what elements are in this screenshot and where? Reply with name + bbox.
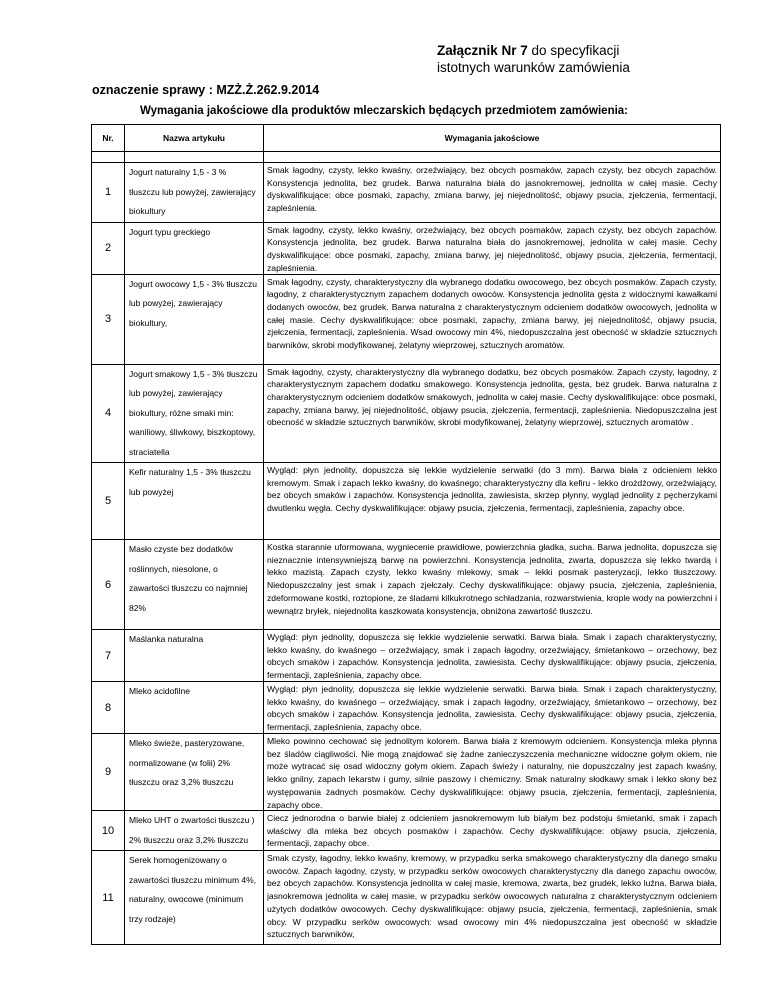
requirements-text: Mleko powinno cechować się jednolitym kolorem. Barwa biała z kremowym odcieniem. Konsystencja mleka płynna bez śladów ciągliwości. Nie mogą znajdować się żadne zanieczyszczenia mechaniczne widoczne gołym okiem, nie może wytracać się osad widoczny gołym okiem. Zapach świeży i naturalny, nie dopuszczalny jest zapach kwaśny, lekko gnilny, zapach lekarstw i gumy, silnie paszowy i chemiczny. Smak naturalny słodkawy smak i lekko słony bez występowania żadnych posmaków. Cechy dyskwalifikujące: objawy psucia, zjełczenia, fermentacji, zapleśnienia, zapachy obce.	[267, 736, 717, 810]
attachment-suffix: do specyfikacji	[527, 43, 620, 58]
quality-requirements	[264, 734, 721, 811]
article-name: Mleko acidofilne	[125, 682, 264, 734]
attachment-header	[437, 42, 630, 76]
spacer-cell	[125, 152, 264, 163]
document-subtitle: Wymagania jakościowe dla produktów mleczarskich będących przedmiotem zamówienia:	[139, 105, 629, 117]
row-number: 1	[92, 163, 125, 223]
requirements-text: Smak łagodny, czysty, lekko kwaśny, orzeźwiający, bez obcych posmaków, zapach czysty, bez obcych zapachów. Konsystencja jednolita, bez grudek. Barwa naturalna biała do jasnokremowej, jednolita w całej masie. Cechy dyskwalifikujące: obce posmaki, zapachy, zmiana barwy, jej niejednolitość, objawy psucia, zjełczenia, fermentacji, zapleśnienia.	[267, 165, 717, 214]
row-number: 10	[92, 811, 125, 851]
requirements-text: Smak łagodny, czysty, lekko kwaśny, orzeźwiający, bez obcych posmaków, zapach czysty, bez obcych zapachów. Konsystencja jednolita, bez grudek. Barwa naturalna biała do jasnokremowej, jednolita w całej masie. Cechy dyskwalifikujące: obce posmaki, zapachy, zmiana barwy, jej niejednolitość, objawy psucia, zjełczenia, fermentacji, zapleśnienia.	[267, 224, 717, 273]
requirements-text: Smak łagodny, czysty, charakterystyczny dla wybranego dodatku, bez obcych posmaków. Zapach czysty, łagodny, z charakterystycznym zapachem dodatku smakowego. Konsystencja jednolita, gęsta, bez grudek. Barwa naturalna z charakterystycznym odcieniem dodatków smakowych, jednolita w całej masie. Cechy dyskwalifikujące: obce posmaki, zapachy, zmiana barwy, jej niejednolitość, objawy psucia, zjełczenia, fermentacji, zapleśnienia. Niedopuszczalna jest obecność w składzie sztucznych barwników, skrobi modyfikowanej, żelatyny wieprzowej, sztucznych aromatów .	[267, 366, 717, 428]
requirements-table	[91, 124, 721, 945]
article-name: Jogurt smakowy 1,5 - 3% tłuszczu lub powyżej, zawierający biokultury, różne smaki min: waniliowy, śliwkowy, biszkoptowy, straciatella	[125, 364, 264, 463]
table-header-row	[92, 125, 721, 152]
header-nr: Nr.	[92, 125, 125, 152]
table-row	[92, 811, 721, 851]
article-name: Maślanka naturalna	[125, 630, 264, 682]
row-number: 7	[92, 630, 125, 682]
spacer-cell	[92, 152, 125, 163]
case-reference: oznaczenie sprawy : MZŻ.Ż.262.9.2014	[92, 83, 320, 97]
table-row	[92, 734, 721, 811]
quality-requirements	[264, 463, 721, 540]
table-row	[92, 274, 721, 364]
article-name: Serek homogenizowany o zawartości tłuszczu minimum 4%, naturalny, owocowe (minimum trzy rodzaje)	[125, 851, 264, 945]
attachment-line-2: istotnych warunków zamówienia	[437, 60, 630, 75]
attachment-line-1	[437, 42, 630, 59]
requirements-text: Wygląd: płyn jednolity, dopuszcza się lekkie wydzielenie serwatki (do 3 mm). Barwa biała z odcieniem lekko kremowym. Smak i zapach lekko kwaśny, do kwaśnego; charakterystyczny dla kefiru - lekko drożdżowy, orzeźwiający, bez obcych smaków i zapachów. Konsystencja jednolita, zawiesista, skrzep płynny, wygląd jednolity z pęcherzykami dwutlenku węgla. Cechy dyskwalifikujące: objawy psucia, zjełczenia, fermentacji, zapleśnienia, zapachy obce.	[267, 465, 717, 514]
spacer-cell	[264, 152, 721, 163]
quality-requirements	[264, 222, 721, 274]
quality-requirements	[264, 274, 721, 364]
row-number: 8	[92, 682, 125, 734]
requirements-text: Kostka starannie uformowana, wygniecenie prawidłowe, powierzchnia gładka, sucha. Barwa jednolita, dopuszcza się nieznacznie intensywniejszą barwę na powierzchni. Konsystencja jednolita, zwarta, dopuszcza się lekko twardą i lekko mazistą. Zapach czysty, lekko kwaśny mlekowy, smak – lekki posmak pasteryzacji, lekko tłuszczowy. Niedopuszczalny jest smak i zapach zjełczały. Cechy dyskwalifikujące: objawy psucia, zjełczenia, zapleśnienia, zdeformowane kostki, roztopione, ze śladami kilkukrotnego schładzania, rozwarstwienia, krople wody na powierzchni i wewnątrz bryłek, niejednolita kaszkowata konsystencja, obniżona zawartość tłuszczu.	[267, 542, 717, 616]
article-name: Mleko świeże, pasteryzowane, normalizowane (w folii) 2% tłuszczu oraz 3,2% tłuszczu	[125, 734, 264, 811]
table-row	[92, 630, 721, 682]
attachment-number: Załącznik Nr 7	[437, 43, 528, 58]
row-number: 5	[92, 463, 125, 540]
table-row	[92, 364, 721, 463]
quality-requirements	[264, 682, 721, 734]
table-row	[92, 222, 721, 274]
quality-requirements	[264, 630, 721, 682]
article-name: Jogurt owocowy 1,5 - 3% tłuszczu lub powyżej, zawierający biokultury,	[125, 274, 264, 364]
article-name: Kefir naturalny 1,5 - 3% tłuszczu lub powyżej	[125, 463, 264, 540]
requirements-text: Ciecz jednorodna o barwie białej z odcieniem jasnokremowym lub białym bez podstoju śmietanki, smak i zapach właściwy dla mleka bez obcych posmaków i zapachów. Cechy dyskwalifikujące: objawy psucia, zjełczenia, fermentacji, zapachy obce.	[267, 813, 717, 849]
table-row	[92, 163, 721, 223]
quality-requirements	[264, 364, 721, 463]
row-number: 3	[92, 274, 125, 364]
table-row	[92, 463, 721, 540]
row-number: 4	[92, 364, 125, 463]
quality-requirements	[264, 851, 721, 945]
row-number: 6	[92, 540, 125, 630]
article-name: Masło czyste bez dodatków roślinnych, niesolone, o zawartości tłuszczu co najmniej 82%	[125, 540, 264, 630]
row-number: 2	[92, 222, 125, 274]
row-number: 9	[92, 734, 125, 811]
table-row	[92, 682, 721, 734]
quality-requirements	[264, 540, 721, 630]
requirements-text: Smak łagodny, czysty, charakterystyczny dla wybranego dodatku owocowego, bez obcych posmaków. Zapach czysty, łagodny, z charakterystycznym zapachem dodanych owoców. Konsystencja jednolita gęsta z widocznymi kawałkami dodanych owoców, bez grudek. Barwa naturalna z charakterystycznym odcieniem dodatków owocowych, jednolita w całej masie. Cechy dyskwalifikujące: obce posmaki, zapachy, zmiana barwy, jej niejednolitość, objawy psucia, zjełczenia, fermentacji, zapleśnienia. Wsad owocowy min 4%, niedopuszczalna jest obecność w składzie sztucznych barwników, skrobi modyfikowanej, żelatyny wieprzowej, sztucznych aromatów.	[267, 276, 717, 351]
requirements-text: Wygląd: płyn jednolity, dopuszcza się lekkie wydzielenie serwatki. Barwa biała. Smak i zapach charakterystyczny, lekko kwaśny, do kwaśnego – orzeźwiający, smak i zapach łagodny, orzeźwiający, śmietankowo – orzechowy, bez obcych smaków i zapachów. Konsystencja jednolita, zawiesista. Cechy dyskwalifikujące: objawy psucia, zjełczenia, fermentacji, zapleśnienia, zapachy obce.	[267, 632, 717, 681]
row-number: 11	[92, 851, 125, 945]
article-name: Jogurt naturalny 1,5 - 3 % tłuszczu lub powyżej, zawierający biokultury	[125, 163, 264, 223]
article-name: Jogurt typu greckiego	[125, 222, 264, 274]
quality-requirements	[264, 811, 721, 851]
header-requirements: Wymagania jakościowe	[264, 125, 721, 152]
table-row	[92, 851, 721, 945]
header-spacer-row	[92, 152, 721, 163]
table-row	[92, 540, 721, 630]
requirements-text: Smak czysty, łagodny, lekko kwaśny, kremowy, w przypadku serka smakowego charakterystyczny dla danego smaku owoców. Zapach łagodny, czysty, w przypadku serków owocowych charakterystyczny dla danego zapachu owoców, bez obcych zapachów. Konsystencja jednolita w całej masie, kremowa, zwarta, bez grudek, lekko luźna. Barwa biała, jasnokremowa jednolita w całej masie, w przypadku serków owocowych naturalna z charakterystycznym odcieniem użytych dodatków owocowych. Cechy dyskwalifikujące: objawy psucia, zjełczenia, fermentacji, zapleśnienia, smak obcy. W przypadku serków owocowych: wsad owocowy min 4% niedopuszczalna jest obecność w składzie sztucznych barwników,	[267, 853, 717, 940]
article-name: Mleko UHT o zwartości tłuszczu ) 2% tłuszczu oraz 3,2% tłuszczu	[125, 811, 264, 851]
quality-requirements	[264, 163, 721, 223]
requirements-text: Wygląd: płyn jednolity, dopuszcza się lekkie wydzielenie serwatki. Barwa biała. Smak i zapach charakterystyczny, lekko kwaśny, do kwaśnego – orzeźwiający, smak i zapach łagodny, orzeźwiający, śmietankowo – orzechowy, bez obcych smaków i zapachów. Konsystencja jednolita, zawiesista. Cechy dyskwalifikujące: objawy psucia, zjełczenia, fermentacji, zapleśnienia, zapachy obce.	[267, 684, 717, 733]
header-name: Nazwa artykułu	[125, 125, 264, 152]
